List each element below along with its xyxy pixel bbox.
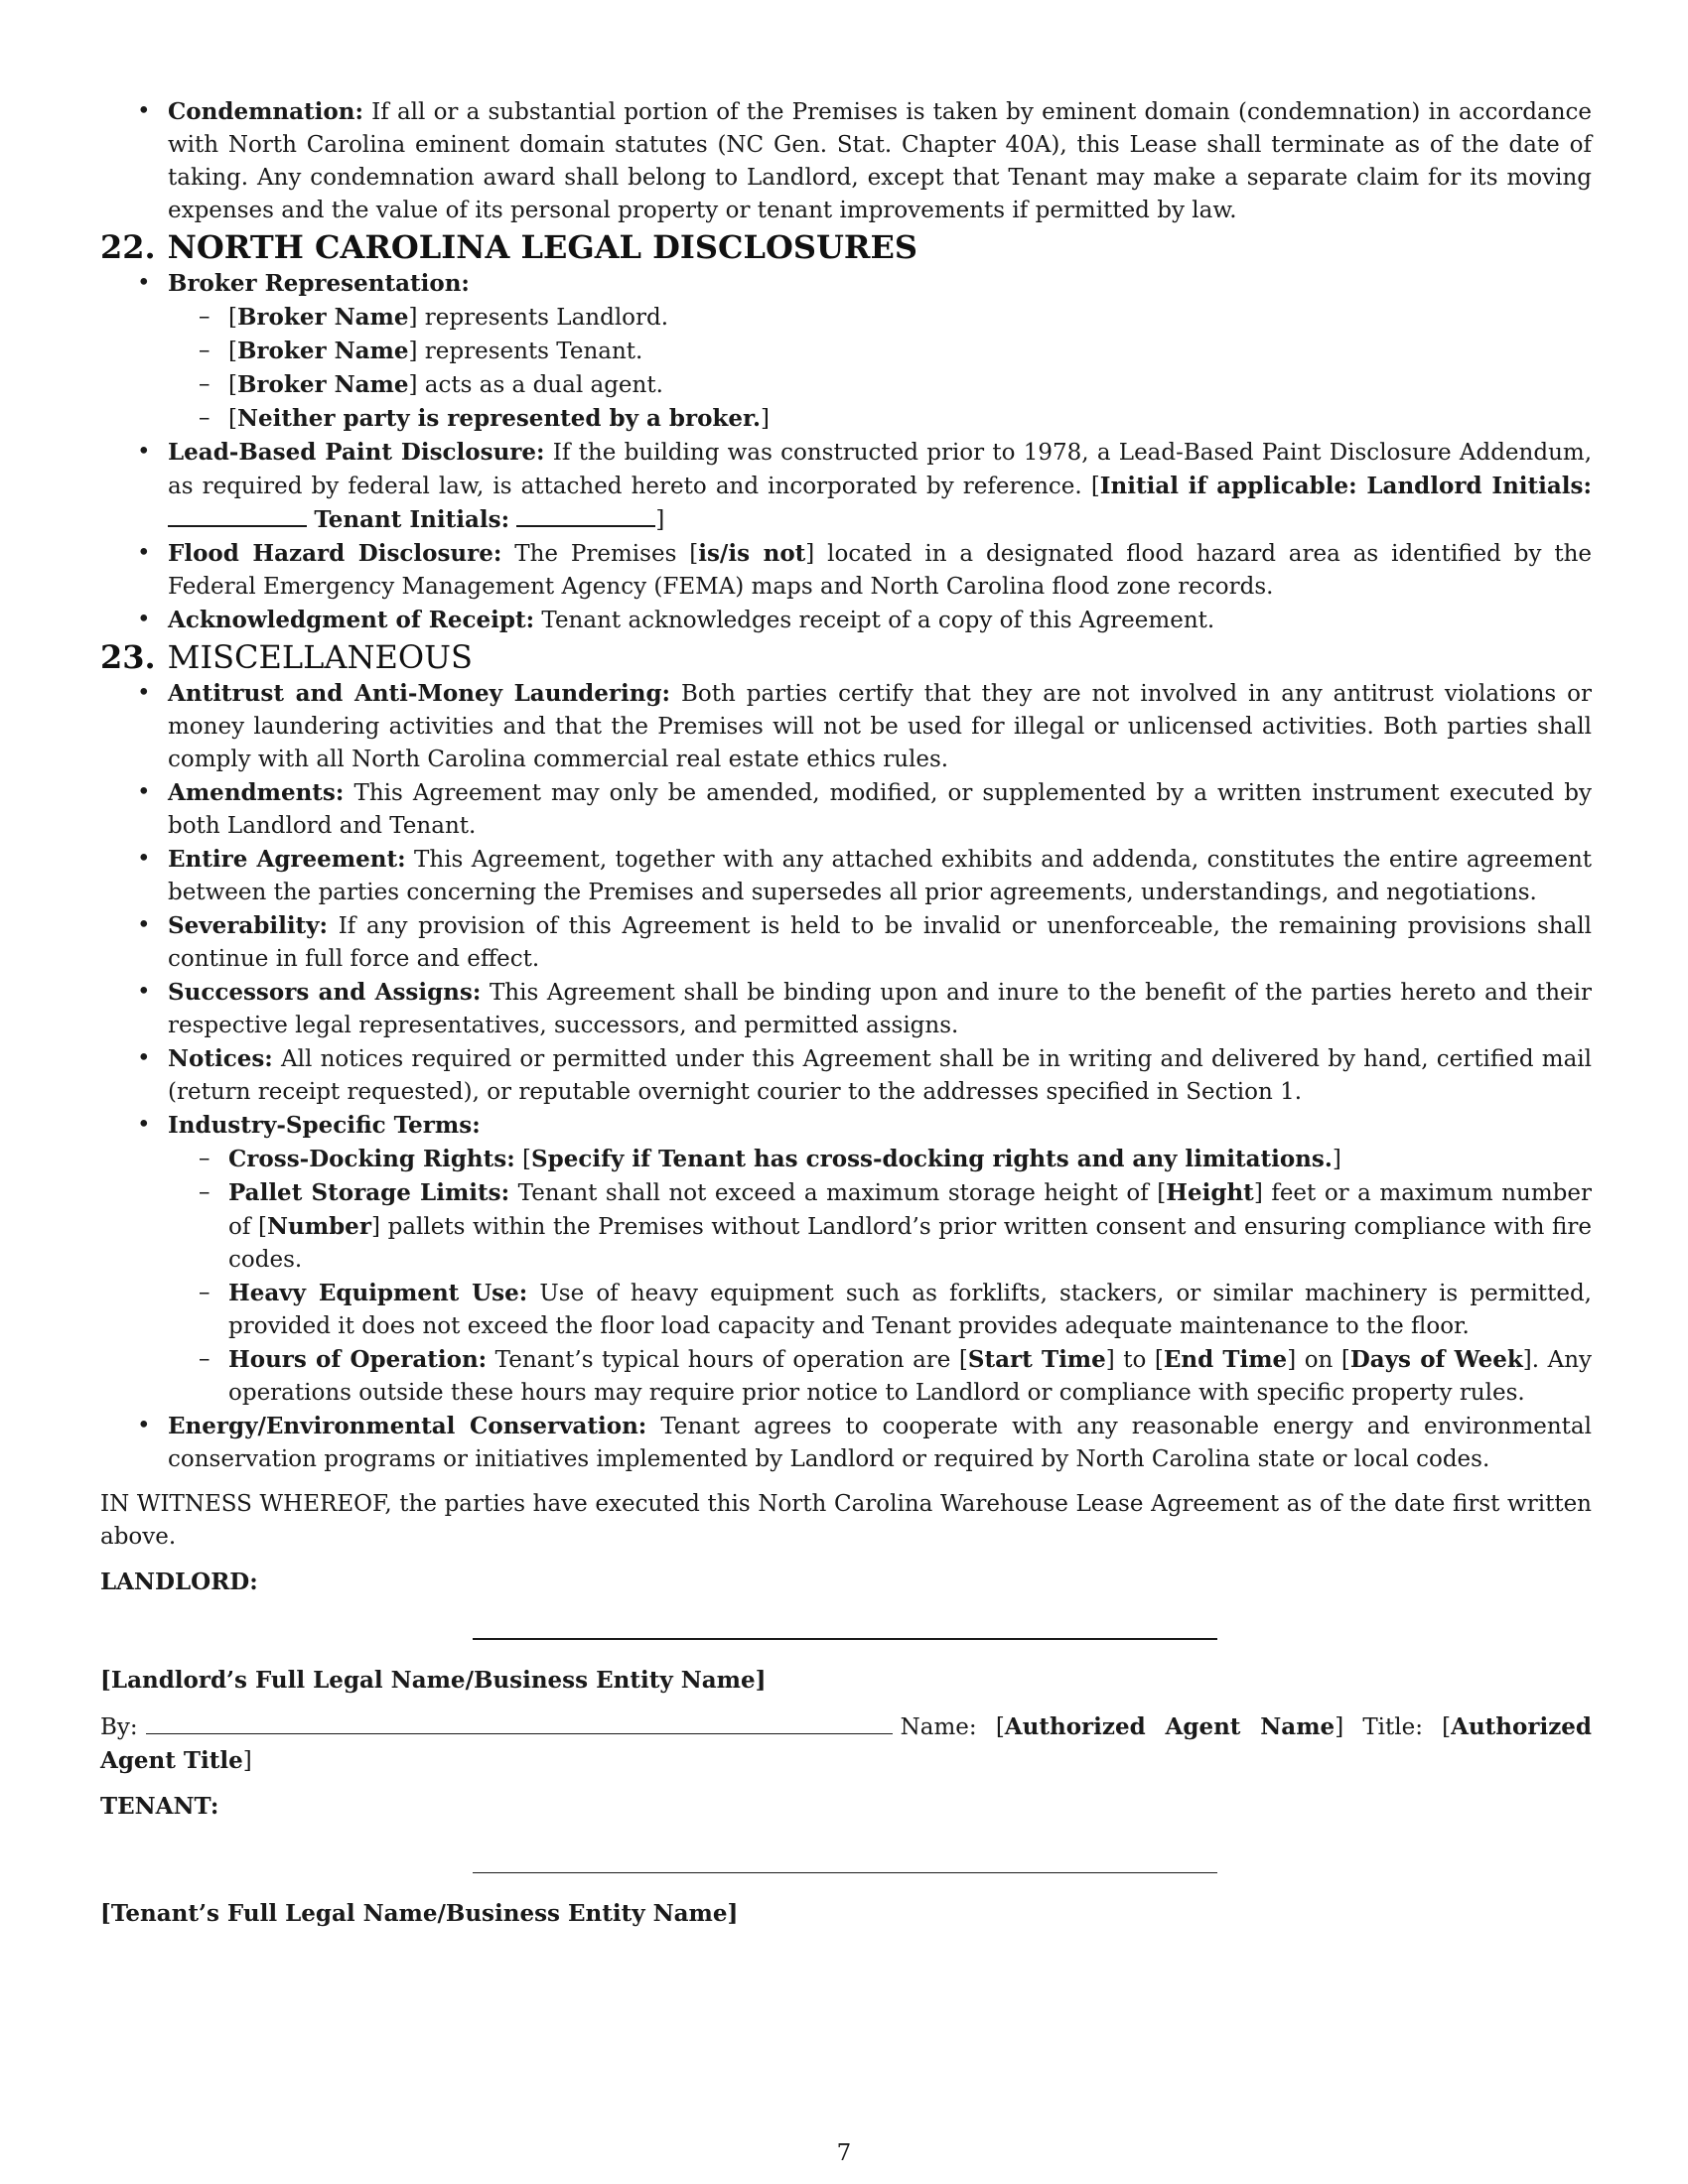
bullet: • xyxy=(137,270,151,296)
misc-item: • Amendments: This Agreement may only be amended, modified, or supplemented by a written instrument executed by both Landlord and Tenant. xyxy=(137,779,1592,839)
witness-clause: IN WITNESS WHEREOF, the parties have executed this North Carolina Warehouse Lease Agreement as of the date first written above. xyxy=(100,1491,1592,1550)
broker-option-tenant: – [Broker Name] represents Tenant. xyxy=(199,338,643,364)
bullet: • xyxy=(137,540,151,566)
industry-sublist xyxy=(168,1143,1592,1410)
flood-choice: is/is not xyxy=(698,540,806,567)
landlord-name-placeholder: [Landlord’s Full Legal Name/Business Entity Name] xyxy=(100,1667,767,1694)
section-23-number: 23. xyxy=(100,638,156,676)
bullet: • xyxy=(137,607,151,632)
section-22-number: 22. xyxy=(100,228,156,266)
condemnation-text: If all or a substantial portion of the Premises is taken by eminent domain (condemnation) in accordance with North Carolina eminent domain statutes (NC Gen. Stat. Chapter 40A), this Lease shall terminate as of the date of taking. Any condemnation award shall belong to Landlord, except that Tenant may make a separate claim for its moving expenses and the value of its personal property or tenant improvements if permitted by law. xyxy=(168,99,1593,223)
energy-item: • Energy/Environmental Conservation: Tenant agrees to cooperate with any reasonable energy and environmental conservation programs or initiatives implemented by Landlord or required by North Carolina state or local codes. xyxy=(137,1413,1592,1472)
landlord-role: LANDLORD: xyxy=(100,1569,258,1595)
lead-text: If the building was constructed prior to 1978, a Lead-Based Paint Disclosure Addendum, as required by federal law, is attached hereto and incorporated by reference. xyxy=(168,440,1593,499)
pallet-storage-item: – Pallet Storage Limits: Tenant shall not exceed a maximum storage height of [Height] feet or a maximum number of [Number] pallets within the Premises without Landlord’s prior written consent and ensuring compliance with fire codes. xyxy=(199,1179,1592,1273)
industry-terms-item: • Industry-Specific Terms: – Cross-Docking Rights: [Specify if Tenant has cross-docking rights and any limitations.] – Pallet Storage Limits: Tenant shall not exceed a maximum storage height of [Height] feet or a maximum number of [Number] pallets within the Premises without Landlord’s prior written consent and ensuring compliance with fire codes. – Heavy Equipment Use: Use of heavy equipment such as forklifts, stackers, or similar machinery is permitted, provided it does not exceed the floor load capacity and Tenant provides adequate maintenance to the floor. – Hours of Operation: Tenant’s typical hours of operation are [Start Time] to [End Time] on [Days of Week]. Any operations outside these hours may require prior notice to Landlord or compliance with specific property rules. xyxy=(100,1109,1592,1410)
broker-option-dual: – [Broker Name] acts as a dual agent. xyxy=(199,371,663,398)
section-22-list xyxy=(100,267,1592,637)
heavy-equipment-item: – Heavy Equipment Use: Use of heavy equipment such as forklifts, stackers, or similar machinery is permitted, provided it does not exceed the floor load capacity and Tenant provides adequate maintenance to the floor. xyxy=(199,1280,1592,1339)
receipt-text: Tenant acknowledges receipt of a copy of this Agreement. xyxy=(541,608,1215,633)
misc-item: • Antitrust and Anti-Money Laundering: Both parties certify that they are not involved in any antitrust violations or money laundering activities and that the Premises will not be used for illegal or unlicensed activities. Both parties shall comply with all North Carolina commercial real estate ethics rules. xyxy=(137,680,1592,772)
page-number: 7 xyxy=(836,2140,852,2166)
tenant-name-placeholder: [Tenant’s Full Legal Name/Business Entity Name] xyxy=(100,1900,739,1927)
tenant-initials-label: Tenant Initials: xyxy=(314,506,510,533)
broker-option-landlord: – [Broker Name] represents Landlord. xyxy=(199,304,669,331)
tenant-role: TENANT: xyxy=(100,1793,219,1820)
broker-sublist xyxy=(168,301,1592,436)
bullet: • xyxy=(137,439,151,465)
broker-label: Broker Representation: xyxy=(168,270,470,297)
misc-item: • Notices: All notices required or permitted under this Agreement shall be in writing and delivered by hand, certified mail (return receipt requested), or reputable overnight courier to the addresses specified in Section 1. xyxy=(137,1045,1593,1105)
lead-label: Lead-Based Paint Disclosure: xyxy=(168,439,545,466)
broker-representation-item xyxy=(100,267,1592,436)
section-23-title: MISCELLANEOUS xyxy=(167,638,473,676)
flood-label: Flood Hazard Disclosure: xyxy=(168,540,502,567)
hours-operation-item: – Hours of Operation: Tenant’s typical hours of operation are [Start Time] to [End Time] on [Days of Week]. Any operations outside these hours may require prior notice to Landlord or compliance with specific property rules. xyxy=(199,1346,1593,1406)
section-23-list xyxy=(100,677,1592,1476)
landlord-by-line: By: Name: [Authorized Agent Name] Title: [Authorized Agent Title] xyxy=(100,1713,1592,1774)
misc-item: • Successors and Assigns: This Agreement shall be binding upon and inure to the benefit of the parties hereto and their respective legal representatives, successors, and permitted assigns. xyxy=(137,979,1593,1038)
lead-paint-item: • Lead-Based Paint Disclosure: If the building was constructed prior to 1978, a Lead-Based Paint Disclosure Addendum, as required by federal law, is attached hereto and incorporated by reference. [Initial if applicable: Landlord Initials: Tenant Initials: ] xyxy=(100,436,1592,537)
broker-option-neither: – [Neither party is represented by a broker.] xyxy=(199,405,770,432)
receipt-item xyxy=(100,604,1592,637)
document-page xyxy=(100,95,1592,1930)
condemnation-label: Condemnation: xyxy=(168,98,363,125)
misc-item: • Entire Agreement: This Agreement, together with any attached exhibits and addenda, constitutes the entire agreement between the parties concerning the Premises and supersedes all prior agreements, understandings, and negotiations. xyxy=(137,846,1593,905)
landlord-initials-blank[interactable] xyxy=(168,505,307,527)
section-22-title: NORTH CAROLINA LEGAL DISCLOSURES xyxy=(167,228,917,266)
landlord-by-blank[interactable] xyxy=(146,1713,893,1734)
section-22-heading xyxy=(100,227,1592,267)
landlord-signature-line[interactable] xyxy=(473,1638,1217,1640)
misc-item: • Severability: If any provision of this Agreement is held to be invalid or unenforceable, the remaining provisions shall continue in full force and effect. xyxy=(137,912,1593,972)
receipt-label: Acknowledgment of Receipt: xyxy=(168,607,535,633)
condemnation-item xyxy=(100,95,1592,227)
tenant-signature-line[interactable] xyxy=(473,1872,1217,1873)
section-23-heading xyxy=(100,637,1592,677)
bullet: • xyxy=(137,98,151,124)
lead-initial-prefix: Initial if applicable: Landlord Initials: xyxy=(1099,473,1592,499)
cross-docking-item: – Cross-Docking Rights: [Specify if Tenant has cross-docking rights and any limitations.] xyxy=(199,1146,1341,1172)
condemnation-list xyxy=(100,95,1592,227)
tenant-initials-blank[interactable] xyxy=(516,505,655,527)
flood-hazard-item: • Flood Hazard Disclosure: The Premises [is/is not] located in a designated flood hazard area as identified by the Federal Emergency Management Agency (FEMA) maps and North Carolina flood zone records. xyxy=(100,537,1592,604)
